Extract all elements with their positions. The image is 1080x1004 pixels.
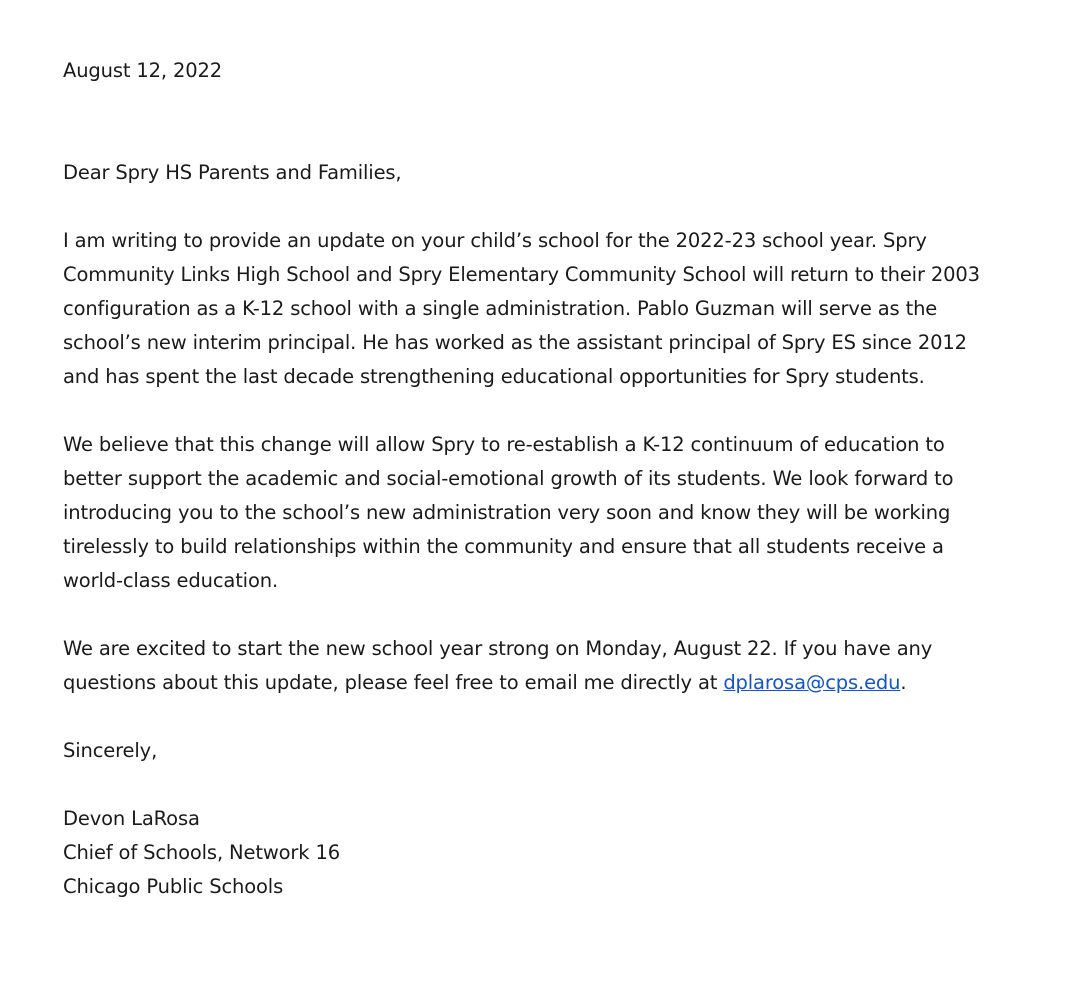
letter-date: August 12, 2022	[63, 59, 223, 82]
email-link[interactable]: dplarosa@cps.edu	[723, 671, 901, 694]
contact-text: questions about this update, please feel free to email me directly at	[63, 671, 724, 694]
paragraph-update	[63, 224, 1043, 394]
paragraph-line: better support the academic and social-emotional growth of its students. We look forward to	[63, 467, 954, 490]
paragraph-line: We believe that this change will allow Spry to re-establish a K-12 continuum of education to	[63, 433, 945, 456]
letter-body	[63, 54, 1043, 904]
paragraph-line: introducing you to the school’s new administration very soon and know they will be working	[63, 501, 951, 524]
paragraph-line: school’s new interim principal. He has worked as the assistant principal of Spry ES since 2012	[63, 331, 967, 354]
signer-organization: Chicago Public Schools	[63, 875, 284, 898]
paragraph-line: We are excited to start the new school year strong on Monday, August 22. If you have any	[63, 637, 933, 660]
paragraph-line: I am writing to provide an update on your child’s school for the 2022-23 school year. Spry	[63, 229, 927, 252]
paragraph-line: tirelessly to build relationships within the community and ensure that all students receive a	[63, 535, 944, 558]
signature-block	[63, 802, 1043, 904]
salutation: Dear Spry HS Parents and Families,	[63, 161, 402, 184]
signer-title: Chief of Schools, Network 16	[63, 841, 340, 864]
paragraph-contact	[63, 632, 1043, 700]
paragraph-line	[63, 666, 1043, 700]
signer-name: Devon LaRosa	[63, 807, 200, 830]
paragraph-belief	[63, 428, 1043, 598]
paragraph-line: Community Links High School and Spry Elementary Community School will return to their 2003	[63, 263, 980, 286]
contact-period: .	[900, 671, 907, 694]
closing: Sincerely,	[63, 739, 158, 762]
paragraph-line: world-class education.	[63, 569, 278, 592]
paragraph-line: configuration as a K-12 school with a single administration. Pablo Guzman will serve as the	[63, 297, 938, 320]
paragraph-line: and has spent the last decade strengthening educational opportunities for Spry students.	[63, 365, 925, 388]
